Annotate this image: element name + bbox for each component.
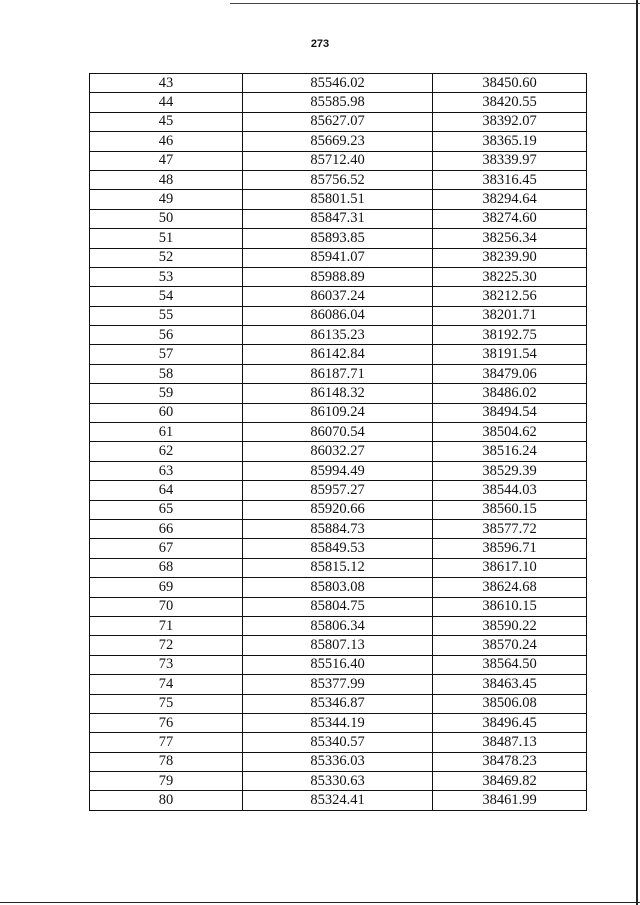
x-coordinate-cell: 86032.27 <box>243 442 433 461</box>
table-row <box>90 229 587 248</box>
y-coordinate-cell: 38529.39 <box>433 461 587 480</box>
point-number-cell: 46 <box>90 132 243 151</box>
table-row <box>90 190 587 209</box>
point-number-cell: 58 <box>90 364 243 383</box>
x-coordinate-cell: 85756.52 <box>243 170 433 189</box>
point-number-cell: 50 <box>90 209 243 228</box>
coordinates-table-body <box>90 74 587 811</box>
x-coordinate-cell: 85994.49 <box>243 461 433 480</box>
page-right-edge <box>636 0 638 905</box>
table-row <box>90 384 587 403</box>
y-coordinate-cell: 38192.75 <box>433 326 587 345</box>
point-number-cell: 73 <box>90 655 243 674</box>
point-number-cell: 49 <box>90 190 243 209</box>
table-row <box>90 655 587 674</box>
y-coordinate-cell: 38339.97 <box>433 151 587 170</box>
point-number-cell: 75 <box>90 694 243 713</box>
y-coordinate-cell: 38201.71 <box>433 306 587 325</box>
point-number-cell: 69 <box>90 578 243 597</box>
table-row <box>90 578 587 597</box>
y-coordinate-cell: 38610.15 <box>433 597 587 616</box>
table-row <box>90 326 587 345</box>
point-number-cell: 53 <box>90 267 243 286</box>
table-row <box>90 442 587 461</box>
table-row <box>90 170 587 189</box>
table-row <box>90 267 587 286</box>
y-coordinate-cell: 38504.62 <box>433 423 587 442</box>
y-coordinate-cell: 38461.99 <box>433 791 587 810</box>
y-coordinate-cell: 38596.71 <box>433 539 587 558</box>
table-row <box>90 74 587 93</box>
y-coordinate-cell: 38479.06 <box>433 364 587 383</box>
x-coordinate-cell: 85336.03 <box>243 752 433 771</box>
x-coordinate-cell: 85807.13 <box>243 636 433 655</box>
x-coordinate-cell: 85884.73 <box>243 519 433 538</box>
y-coordinate-cell: 38212.56 <box>433 287 587 306</box>
x-coordinate-cell: 86142.84 <box>243 345 433 364</box>
point-number-cell: 59 <box>90 384 243 403</box>
table-row <box>90 636 587 655</box>
y-coordinate-cell: 38256.34 <box>433 229 587 248</box>
y-coordinate-cell: 38294.64 <box>433 190 587 209</box>
y-coordinate-cell: 38570.24 <box>433 636 587 655</box>
x-coordinate-cell: 86037.24 <box>243 287 433 306</box>
bottom-edge-rule <box>0 902 640 903</box>
point-number-cell: 45 <box>90 112 243 131</box>
x-coordinate-cell: 85344.19 <box>243 713 433 732</box>
point-number-cell: 44 <box>90 93 243 112</box>
point-number-cell: 70 <box>90 597 243 616</box>
table-row <box>90 93 587 112</box>
y-coordinate-cell: 38494.54 <box>433 403 587 422</box>
point-number-cell: 67 <box>90 539 243 558</box>
table-row <box>90 132 587 151</box>
table-row <box>90 558 587 577</box>
point-number-cell: 72 <box>90 636 243 655</box>
y-coordinate-cell: 38506.08 <box>433 694 587 713</box>
y-coordinate-cell: 38560.15 <box>433 500 587 519</box>
y-coordinate-cell: 38365.19 <box>433 132 587 151</box>
point-number-cell: 43 <box>90 74 243 93</box>
x-coordinate-cell: 85806.34 <box>243 616 433 635</box>
y-coordinate-cell: 38624.68 <box>433 578 587 597</box>
y-coordinate-cell: 38239.90 <box>433 248 587 267</box>
table-row <box>90 772 587 791</box>
table-row <box>90 733 587 752</box>
table-row <box>90 403 587 422</box>
x-coordinate-cell: 85669.23 <box>243 132 433 151</box>
table-row <box>90 248 587 267</box>
x-coordinate-cell: 85815.12 <box>243 558 433 577</box>
y-coordinate-cell: 38496.45 <box>433 713 587 732</box>
point-number-cell: 63 <box>90 461 243 480</box>
point-number-cell: 62 <box>90 442 243 461</box>
point-number-cell: 64 <box>90 481 243 500</box>
y-coordinate-cell: 38316.45 <box>433 170 587 189</box>
table-row <box>90 364 587 383</box>
y-coordinate-cell: 38420.55 <box>433 93 587 112</box>
x-coordinate-cell: 86109.24 <box>243 403 433 422</box>
table-row <box>90 694 587 713</box>
y-coordinate-cell: 38564.50 <box>433 655 587 674</box>
y-coordinate-cell: 38516.24 <box>433 442 587 461</box>
x-coordinate-cell: 85324.41 <box>243 791 433 810</box>
y-coordinate-cell: 38392.07 <box>433 112 587 131</box>
x-coordinate-cell: 86148.32 <box>243 384 433 403</box>
x-coordinate-cell: 85546.02 <box>243 74 433 93</box>
x-coordinate-cell: 85849.53 <box>243 539 433 558</box>
y-coordinate-cell: 38191.54 <box>433 345 587 364</box>
x-coordinate-cell: 86187.71 <box>243 364 433 383</box>
table-row <box>90 151 587 170</box>
point-number-cell: 80 <box>90 791 243 810</box>
table-row <box>90 597 587 616</box>
point-number-cell: 76 <box>90 713 243 732</box>
point-number-cell: 77 <box>90 733 243 752</box>
x-coordinate-cell: 85627.07 <box>243 112 433 131</box>
y-coordinate-cell: 38590.22 <box>433 616 587 635</box>
point-number-cell: 66 <box>90 519 243 538</box>
x-coordinate-cell: 86086.04 <box>243 306 433 325</box>
point-number-cell: 52 <box>90 248 243 267</box>
x-coordinate-cell: 86070.54 <box>243 423 433 442</box>
x-coordinate-cell: 85988.89 <box>243 267 433 286</box>
y-coordinate-cell: 38450.60 <box>433 74 587 93</box>
point-number-cell: 56 <box>90 326 243 345</box>
table-row <box>90 209 587 228</box>
x-coordinate-cell: 85377.99 <box>243 675 433 694</box>
y-coordinate-cell: 38617.10 <box>433 558 587 577</box>
y-coordinate-cell: 38225.30 <box>433 267 587 286</box>
table-row <box>90 519 587 538</box>
point-number-cell: 68 <box>90 558 243 577</box>
y-coordinate-cell: 38544.03 <box>433 481 587 500</box>
x-coordinate-cell: 86135.23 <box>243 326 433 345</box>
point-number-cell: 71 <box>90 616 243 635</box>
x-coordinate-cell: 85804.75 <box>243 597 433 616</box>
table-row <box>90 306 587 325</box>
point-number-cell: 74 <box>90 675 243 694</box>
point-number-cell: 55 <box>90 306 243 325</box>
top-edge-rule <box>230 3 640 4</box>
table-row <box>90 112 587 131</box>
point-number-cell: 51 <box>90 229 243 248</box>
point-number-cell: 48 <box>90 170 243 189</box>
y-coordinate-cell: 38486.02 <box>433 384 587 403</box>
point-number-cell: 47 <box>90 151 243 170</box>
y-coordinate-cell: 38478.23 <box>433 752 587 771</box>
x-coordinate-cell: 85957.27 <box>243 481 433 500</box>
table-row <box>90 675 587 694</box>
page-number: 273 <box>310 38 330 50</box>
x-coordinate-cell: 85801.51 <box>243 190 433 209</box>
table-row <box>90 752 587 771</box>
table-row <box>90 287 587 306</box>
x-coordinate-cell: 85712.40 <box>243 151 433 170</box>
table-row <box>90 345 587 364</box>
table-row <box>90 616 587 635</box>
x-coordinate-cell: 85847.31 <box>243 209 433 228</box>
coordinates-table <box>89 73 587 811</box>
x-coordinate-cell: 85330.63 <box>243 772 433 791</box>
table-row <box>90 461 587 480</box>
point-number-cell: 57 <box>90 345 243 364</box>
table-row <box>90 481 587 500</box>
x-coordinate-cell: 85803.08 <box>243 578 433 597</box>
x-coordinate-cell: 85346.87 <box>243 694 433 713</box>
x-coordinate-cell: 85585.98 <box>243 93 433 112</box>
point-number-cell: 78 <box>90 752 243 771</box>
point-number-cell: 54 <box>90 287 243 306</box>
y-coordinate-cell: 38463.45 <box>433 675 587 694</box>
x-coordinate-cell: 85941.07 <box>243 248 433 267</box>
point-number-cell: 65 <box>90 500 243 519</box>
table-row <box>90 500 587 519</box>
y-coordinate-cell: 38487.13 <box>433 733 587 752</box>
table-row <box>90 423 587 442</box>
x-coordinate-cell: 85893.85 <box>243 229 433 248</box>
point-number-cell: 61 <box>90 423 243 442</box>
table-row <box>90 791 587 810</box>
y-coordinate-cell: 38274.60 <box>433 209 587 228</box>
y-coordinate-cell: 38577.72 <box>433 519 587 538</box>
table-row <box>90 539 587 558</box>
x-coordinate-cell: 85920.66 <box>243 500 433 519</box>
x-coordinate-cell: 85516.40 <box>243 655 433 674</box>
table-row <box>90 713 587 732</box>
y-coordinate-cell: 38469.82 <box>433 772 587 791</box>
x-coordinate-cell: 85340.57 <box>243 733 433 752</box>
point-number-cell: 60 <box>90 403 243 422</box>
point-number-cell: 79 <box>90 772 243 791</box>
